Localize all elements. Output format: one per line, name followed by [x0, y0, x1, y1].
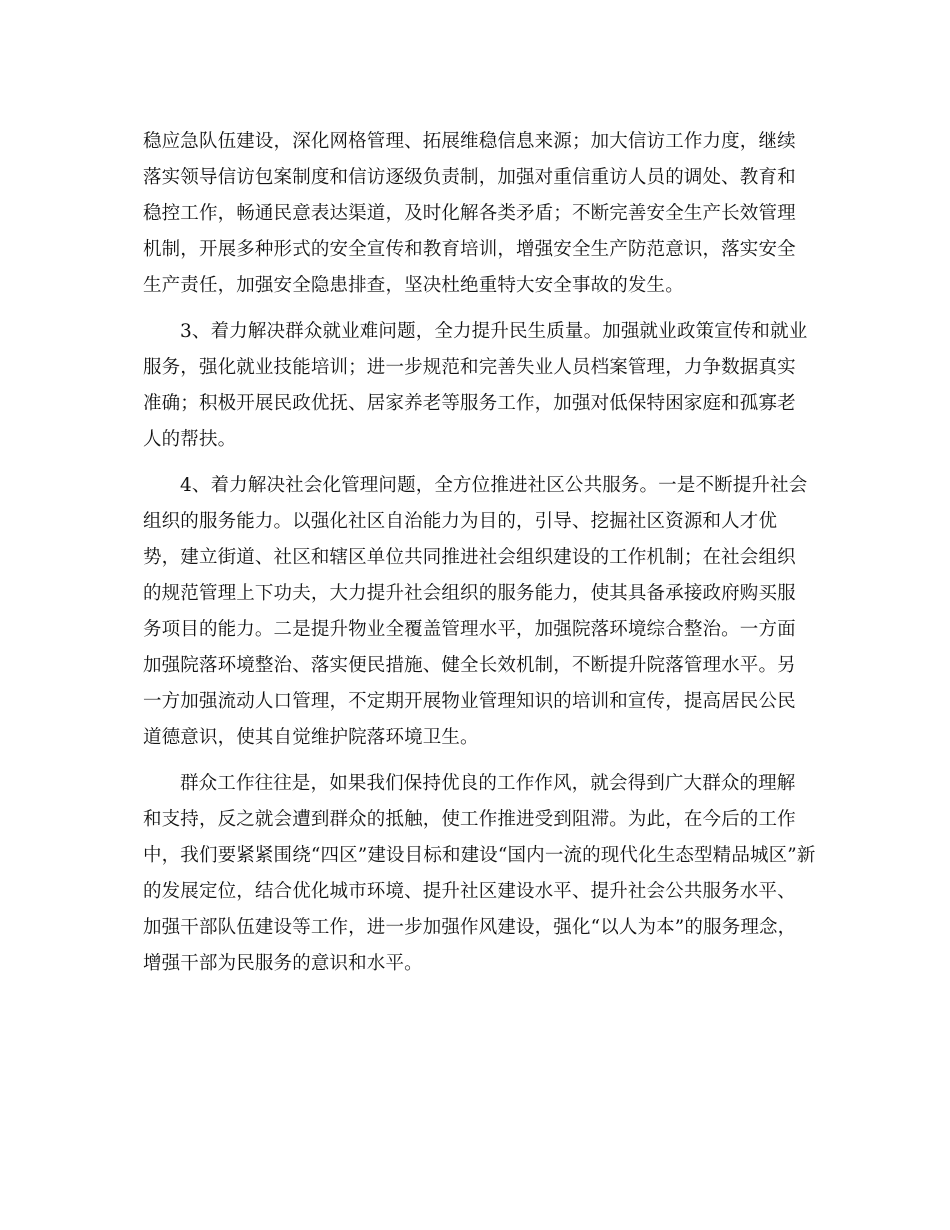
text-line: 人的帮扶。	[143, 429, 237, 450]
text-line: 一方加强流动人口管理，不定期开展物业管理知识的培训和宣传，提高居民公民	[143, 691, 796, 712]
text-line: 4、着力解决社会化管理问题，全方位推进社区公共服务。一是不断提升社会	[180, 475, 808, 496]
text-line: 服务，强化就业技能培训；进一步规范和完善失业人员档案管理，力争数据真实	[143, 357, 796, 378]
text-line: 稳应急队伍建设，深化网格管理、拓展维稳信息来源；加大信访工作力度，继续	[143, 131, 796, 152]
text-line: 加强院落环境整治、落实便民措施、健全长效机制，不断提升院落管理水平。另	[143, 655, 796, 676]
paragraph	[143, 314, 813, 458]
text-line: 和支持，反之就会遭到群众的抵触，使工作推进受到阻滞。为此，在今后的工作	[143, 809, 796, 830]
text-line: 机制，开展多种形式的安全宣传和教育培训，增强安全生产防范意识，落实安全	[143, 239, 796, 260]
text-line: 组织的服务能力。以强化社区自治能力为目的，引导、挖掘社区资源和人才优	[143, 511, 778, 532]
text-line: 3、着力解决群众就业难问题，全力提升民生质量。加强就业政策宣传和就业	[180, 321, 808, 342]
text-line: 群众工作往往是，如果我们保持优良的工作作风，就会得到广大群众的理解	[180, 773, 796, 794]
text-line: 生产责任，加强安全隐患排查，坚决杜绝重特大安全事故的发生。	[143, 275, 684, 296]
text-line: 务项目的能力。二是提升物业全覆盖管理水平，加强院落环境综合整治。一方面	[143, 619, 796, 640]
paragraph	[143, 124, 813, 304]
text-line: 落实领导信访包案制度和信访逐级负责制，加强对重信重访人员的调处、教育和	[143, 167, 796, 188]
text-line: 加强干部队伍建设等工作，进一步加强作风建设，强化“以人为本”的服务理念，	[143, 917, 797, 938]
document-body	[143, 124, 816, 992]
text-line: 稳控工作，畅通民意表达渠道，及时化解各类矛盾；不断完善安全生产长效管理	[143, 203, 796, 224]
text-line: 增强干部为民服务的意识和水平。	[143, 953, 423, 974]
text-line: 的规范管理上下功夫，大力提升社会组织的服务能力，使其具备承接政府购买服	[143, 583, 796, 604]
text-line: 中，我们要紧紧围绕“四区”建设目标和建设“国内一流的现代化生态型精品城区”新	[143, 845, 816, 866]
paragraph	[143, 468, 813, 756]
text-line: 的发展定位，结合优化城市环境、提升社区建设水平、提升社会公共服务水平、	[143, 881, 796, 902]
text-line: 势，建立街道、社区和辖区单位共同推进社会组织建设的工作机制；在社会组织	[143, 547, 796, 568]
text-line: 准确；积极开展民政优抚、居家养老等服务工作，加强对低保特困家庭和孤寡老	[143, 393, 796, 414]
paragraph	[143, 766, 816, 982]
text-line: 道德意识，使其自觉维护院落环境卫生。	[143, 727, 479, 748]
